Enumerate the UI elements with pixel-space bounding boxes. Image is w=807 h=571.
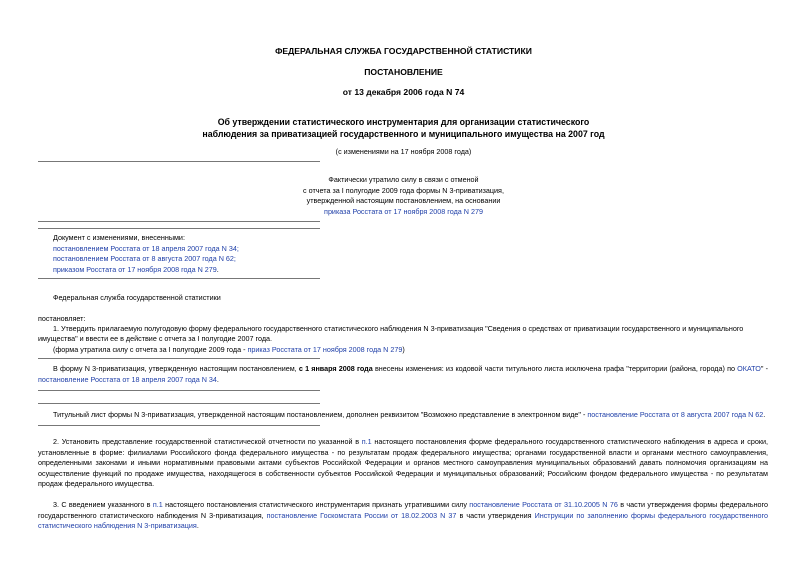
p3-end: . <box>196 521 199 531</box>
p3-text-1: настоящего постановления статистического инструментария признать утратившими силу <box>162 500 470 509</box>
paragraph-1-note <box>53 345 405 356</box>
amend1-end: . <box>216 374 219 384</box>
p2-text-start: 2. Установить представление государственной статистической отчетности по указанной в <box>53 437 362 446</box>
document-type: ПОСТАНОВЛЕНИЕ <box>364 67 443 77</box>
divider <box>38 358 320 359</box>
change-link-3[interactable]: приказом Росстата от 17 ноября 2008 года N 279 <box>53 264 217 274</box>
divider <box>38 221 320 222</box>
p2-text-rest: настоящего постановления форме федерального государственного статистического наблюдения в адреса и сроки, установленные в форме: филиалами Российского фонда федерального имущества - по результатам продаж федерального имущества; органами государственной власти и органами местного самоуправления, определенными законами и иными нормативными правовыми актами субъектов Российской Федерации и органов местного самоуправления муниципальных образований давать полномочия организациям на осуществление функций по продаже имущества, находящегося в собственности субъектов Российской Федерации и муниципальных образований; Российским фондом федерального имущества - по результатам продаж федерального имущества. <box>38 437 768 489</box>
amendment-note: (с изменениями на 17 ноября 2008 года) <box>335 147 472 156</box>
p3-text-2: в части утверждения формы федерального государственного статистического наблюдения N 3-приватизация, <box>38 500 768 520</box>
amend1-date: с 1 января 2008 года <box>298 364 373 373</box>
expiry-note <box>0 175 807 217</box>
note-order-link[interactable]: приказ Росстата от 17 ноября 2008 года N 279 <box>247 345 403 354</box>
change-link-3-suffix: . <box>216 264 219 274</box>
divider <box>38 161 320 162</box>
document-date-number: от 13 декабря 2006 года N 74 <box>342 87 465 97</box>
amendment-2 <box>53 410 765 421</box>
p3-text-3: в части утверждения <box>456 510 535 520</box>
issuer: Федеральная служба государственной статистики <box>53 293 221 302</box>
p3-text-start: 3. С введением указанного в <box>53 500 153 509</box>
p3-rosstat-resolution-link[interactable]: постановление Росстата от 31.10.2005 N 76 <box>469 500 618 509</box>
document-title-line1: Об утверждении статистического инструментария для организации статистического <box>217 117 590 127</box>
p3-clause-link[interactable]: п.1 <box>152 500 163 509</box>
paragraph-1-line2: имущества" и ввести ее в действие с отчета за I полугодие 2007 года. <box>38 334 273 343</box>
note-close: ) <box>402 345 405 354</box>
expiry-line3: утвержденной настоящим постановлением, на основании <box>306 196 501 206</box>
p3-goskomstat-resolution-link[interactable]: постановление Госкомстата России от 18.02.2003 N 37 <box>266 510 457 520</box>
expiry-order-link[interactable]: приказа Росстата от 17 ноября 2008 года N 279 <box>324 206 483 216</box>
paragraph-3 <box>38 500 768 532</box>
expiry-line2: с отчета за I полугодие 2009 года формы N 3-приватизация, <box>303 185 504 195</box>
divider <box>38 403 320 404</box>
paragraph-2 <box>38 437 768 490</box>
changes-block <box>53 233 239 275</box>
amend1-text: В форму N 3-приватизация, утвержденную настоящим постановлением, <box>53 364 299 373</box>
amend2-text: Титульный лист формы N 3-приватизация, утвержденной настоящим постановлением, дополнен реквизитом "Возможно представление в электронном виде" - <box>53 410 588 419</box>
changes-intro: Документ с изменениями, внесенными: <box>53 233 185 242</box>
amendment-1 <box>38 364 768 385</box>
divider <box>38 425 320 426</box>
divider <box>38 278 320 279</box>
p2-clause-link[interactable]: п.1 <box>361 437 372 446</box>
okato-link[interactable]: ОКАТО <box>737 364 761 373</box>
agency-heading: ФЕДЕРАЛЬНАЯ СЛУЖБА ГОСУДАРСТВЕННОЙ СТАТИСТИКИ <box>275 46 532 56</box>
amend2-end: . <box>763 410 766 419</box>
amend2-resolution-link[interactable]: постановление Росстата от 8 августа 2007 года N 62 <box>587 410 764 419</box>
divider <box>38 390 320 391</box>
resolves: постановляет: <box>38 314 86 323</box>
amend1-dash: " - <box>760 364 768 373</box>
paragraph-1-line1: 1. Утвердить прилагаемую полугодовую форму федерального государственного статистического наблюдения N 3-приватизация "Сведения о средствах от приватизации государственного и муниципального <box>53 324 744 333</box>
expiry-line1: Фактически утратило силу в связи с отменой <box>328 175 479 184</box>
amend1-middle: внесены изменения: из кодовой части титульного листа исключена графа "территории (района, города) по <box>372 364 738 373</box>
amend1-resolution-link[interactable]: постановление Росстата от 18 апреля 2007 года N 34 <box>38 374 217 384</box>
change-link-2[interactable]: постановлением Росстата от 8 августа 2007 года N 62; <box>53 254 236 264</box>
divider <box>38 228 320 229</box>
document-title-line2: наблюдения за приватизацией государственного и муниципального имущества на 2007 год <box>202 129 605 139</box>
p3-instruction-link[interactable]: Инструкции по заполнению формы федерального государственного статистического наблюдения N 3-приватизация <box>38 510 768 531</box>
change-link-1[interactable]: постановлением Росстата от 18 апреля 2007 года N 34; <box>53 243 239 253</box>
note-text: (форма утратила силу с отчета за I полугодие 2009 года - <box>53 345 248 354</box>
